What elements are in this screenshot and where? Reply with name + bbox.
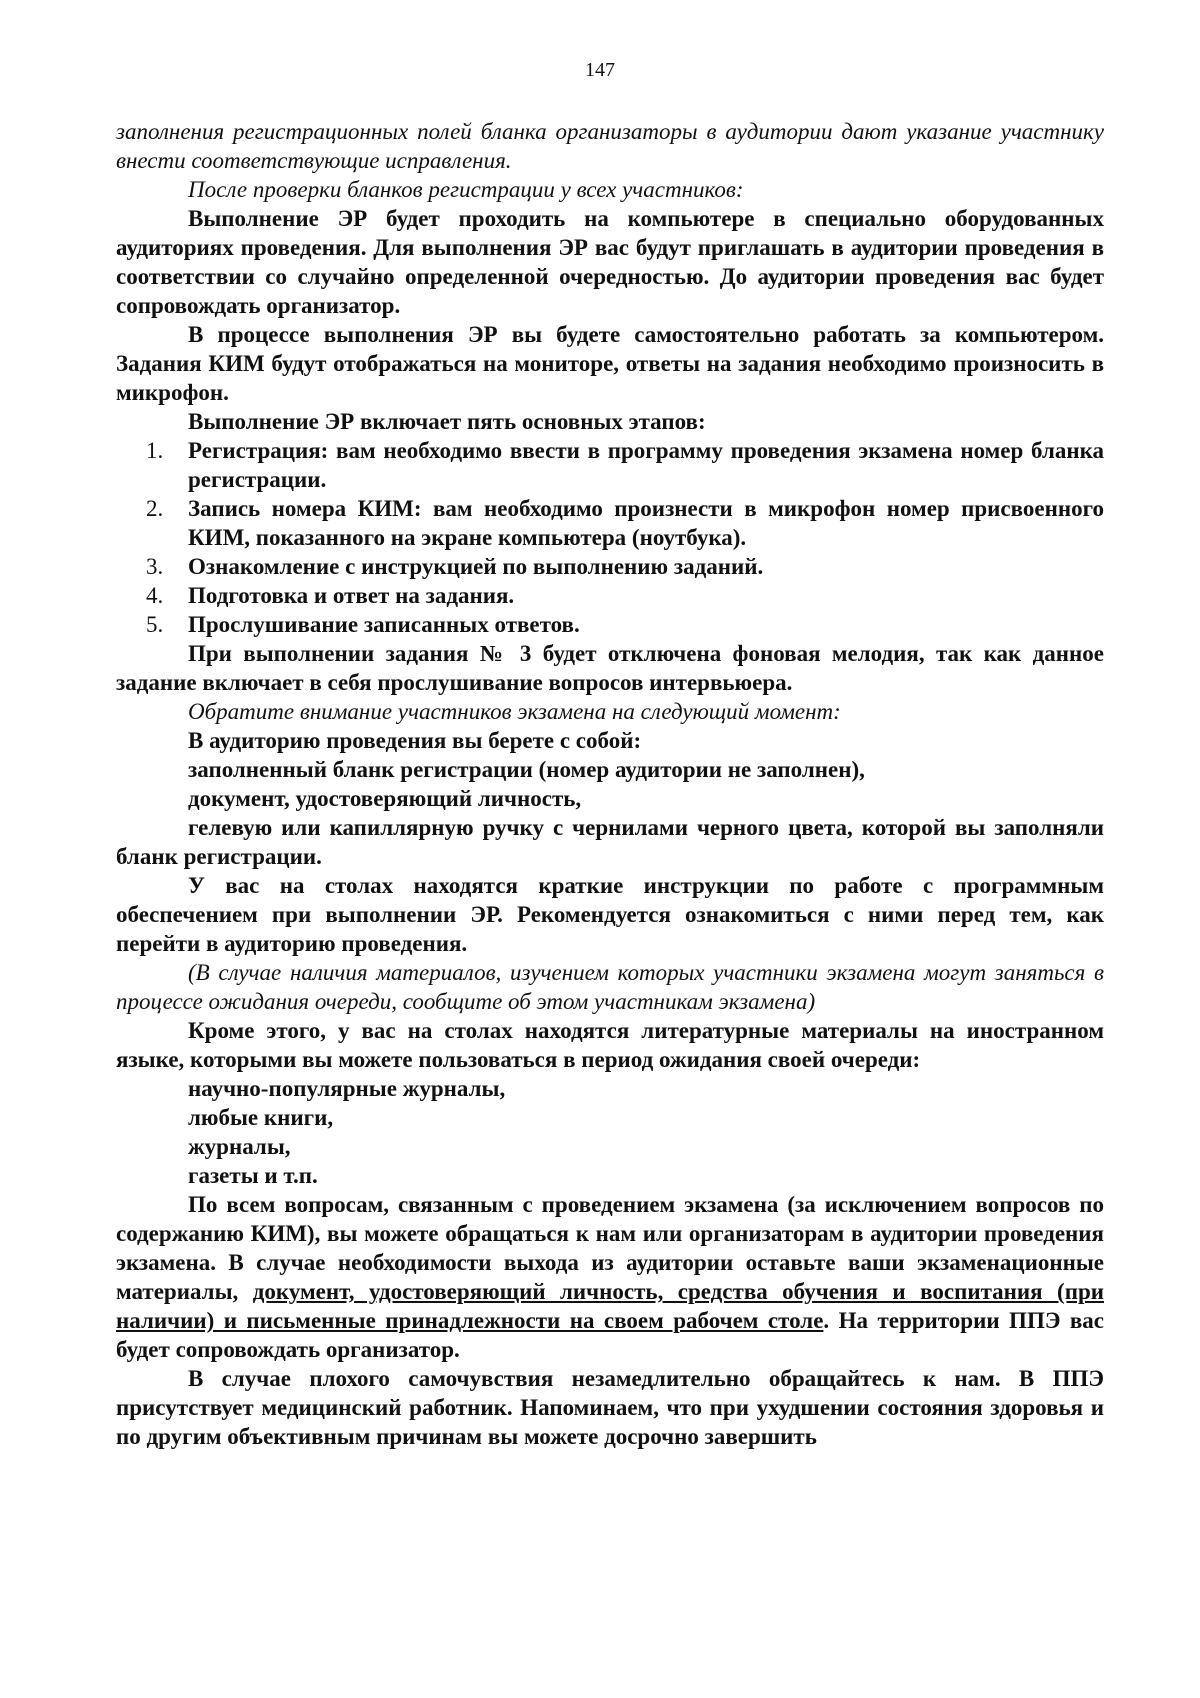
paragraph-item-id: документ, удостоверяющий личность,: [188, 786, 582, 811]
list-number: 1.: [146, 438, 164, 463]
paragraph-lit-newspapers: газеты и т.п.: [188, 1163, 318, 1188]
paragraph-stages-intro: Выполнение ЭР включает пять основных этапов:: [188, 409, 706, 434]
list-text: Ознакомление с инструкцией по выполнению заданий.: [188, 554, 764, 579]
paragraph-materials-note: (В случае наличия материалов, изучением которых участники экзамена могут заняться в процессе ожидания очереди, сообщите об этом участникам экзамена): [116, 960, 1104, 1014]
paragraph-item-pen: гелевую или капиллярную ручку с чернилами черного цвета, которой вы заполняли бланк регистрации.: [116, 815, 1104, 869]
list-number: 5.: [146, 612, 164, 637]
paragraph-health: В случае плохого самочувствия незамедлительно обращайтесь к нам. В ППЭ присутствует медицинский работник. Напоминаем, что при ухудшении состояния здоровья и по другим объективным причинам вы можете досрочно завершить: [116, 1366, 1104, 1449]
list-text: Регистрация: вам необходимо ввести в программу проведения экзамена номер бланка регистрации.: [188, 438, 1104, 492]
paragraph-lit-journals-popular: научно-популярные журналы,: [188, 1076, 506, 1101]
paragraph-er-process: В процессе выполнения ЭР вы будете самостоятельно работать за компьютером. Задания КИМ будут отображаться на мониторе, ответы на задания необходимо произносить в микрофон.: [116, 322, 1104, 405]
paragraph-lit-journals: журналы,: [188, 1134, 291, 1159]
list-number: 2.: [146, 496, 164, 521]
list-text: Прослушивание записанных ответов.: [188, 612, 580, 637]
list-number: 3.: [146, 554, 164, 579]
list-text: Запись номера КИМ: вам необходимо произнести в микрофон номер присвоенного КИМ, показанного на экране компьютера (ноутбука).: [188, 496, 1104, 550]
paragraph-questions: [116, 1190, 1104, 1364]
paragraph-instruction: После проверки бланков регистрации у всех участников:: [188, 177, 744, 202]
page-number: 147: [585, 59, 615, 81]
paragraph-er-location: Выполнение ЭР будет проходить на компьютере в специально оборудованных аудиториях проведения. Для выполнения ЭР вас будут приглашать в аудитории проведения в соответствии со случайно определенной очередностью. До аудитории проведения вас будет сопровождать организатор.: [116, 206, 1104, 318]
questions-text-b: . На территории ППЭ вас будет сопровождать организатор.: [116, 1308, 1105, 1362]
paragraph-literature: Кроме этого, у вас на столах находятся литературные материалы на иностранном языке, которыми вы можете пользоваться в период ожидания своей очереди:: [116, 1018, 1104, 1072]
list-item: [116, 610, 1104, 639]
paragraph-attention: Обратите внимание участников экзамена на следующий момент:: [188, 699, 841, 724]
document-body: [116, 117, 1104, 1451]
list-item: [116, 436, 1104, 494]
paragraph-continuation: заполнения регистрационных полей бланка организаторы в аудитории дают указание участнику внести соответствующие исправления.: [116, 119, 1104, 173]
list-item: [116, 581, 1104, 610]
list-item: [116, 494, 1104, 552]
list-item: [116, 552, 1104, 581]
questions-text-underlined: документ, удостоверяющий личность, средства обучения и воспитания (при наличии) и письменные принадлежности на своем рабочем столе: [116, 1279, 1104, 1333]
paragraph-instructions-on-desks: У вас на столах находятся краткие инструкции по работе с программным обеспечением при выполнении ЭР. Рекомендуется ознакомиться с ними перед тем, как перейти в аудиторию проведения.: [116, 873, 1104, 956]
paragraph-item-form: заполненный бланк регистрации (номер аудитории не заполнен),: [188, 757, 865, 782]
paragraph-bring-items: В аудиторию проведения вы берете с собой:: [188, 728, 642, 753]
list-number: 4.: [146, 583, 164, 608]
list-text: Подготовка и ответ на задания.: [188, 583, 515, 608]
paragraph-task-three: При выполнении задания № 3 будет отключена фоновая мелодия, так как данное задание включает в себя прослушивание вопросов интервьюера.: [116, 641, 1104, 695]
paragraph-lit-books: любые книги,: [188, 1105, 334, 1130]
questions-text-a: По всем вопросам, связанным с проведением экзамена (за исключением вопросов по содержанию КИМ), вы можете обращаться к нам или организаторам в аудитории проведения экзамена. В случае необходимости выхода из аудитории оставьте ваши экзаменационные материалы,: [116, 1192, 1104, 1304]
stages-list: [116, 436, 1104, 639]
